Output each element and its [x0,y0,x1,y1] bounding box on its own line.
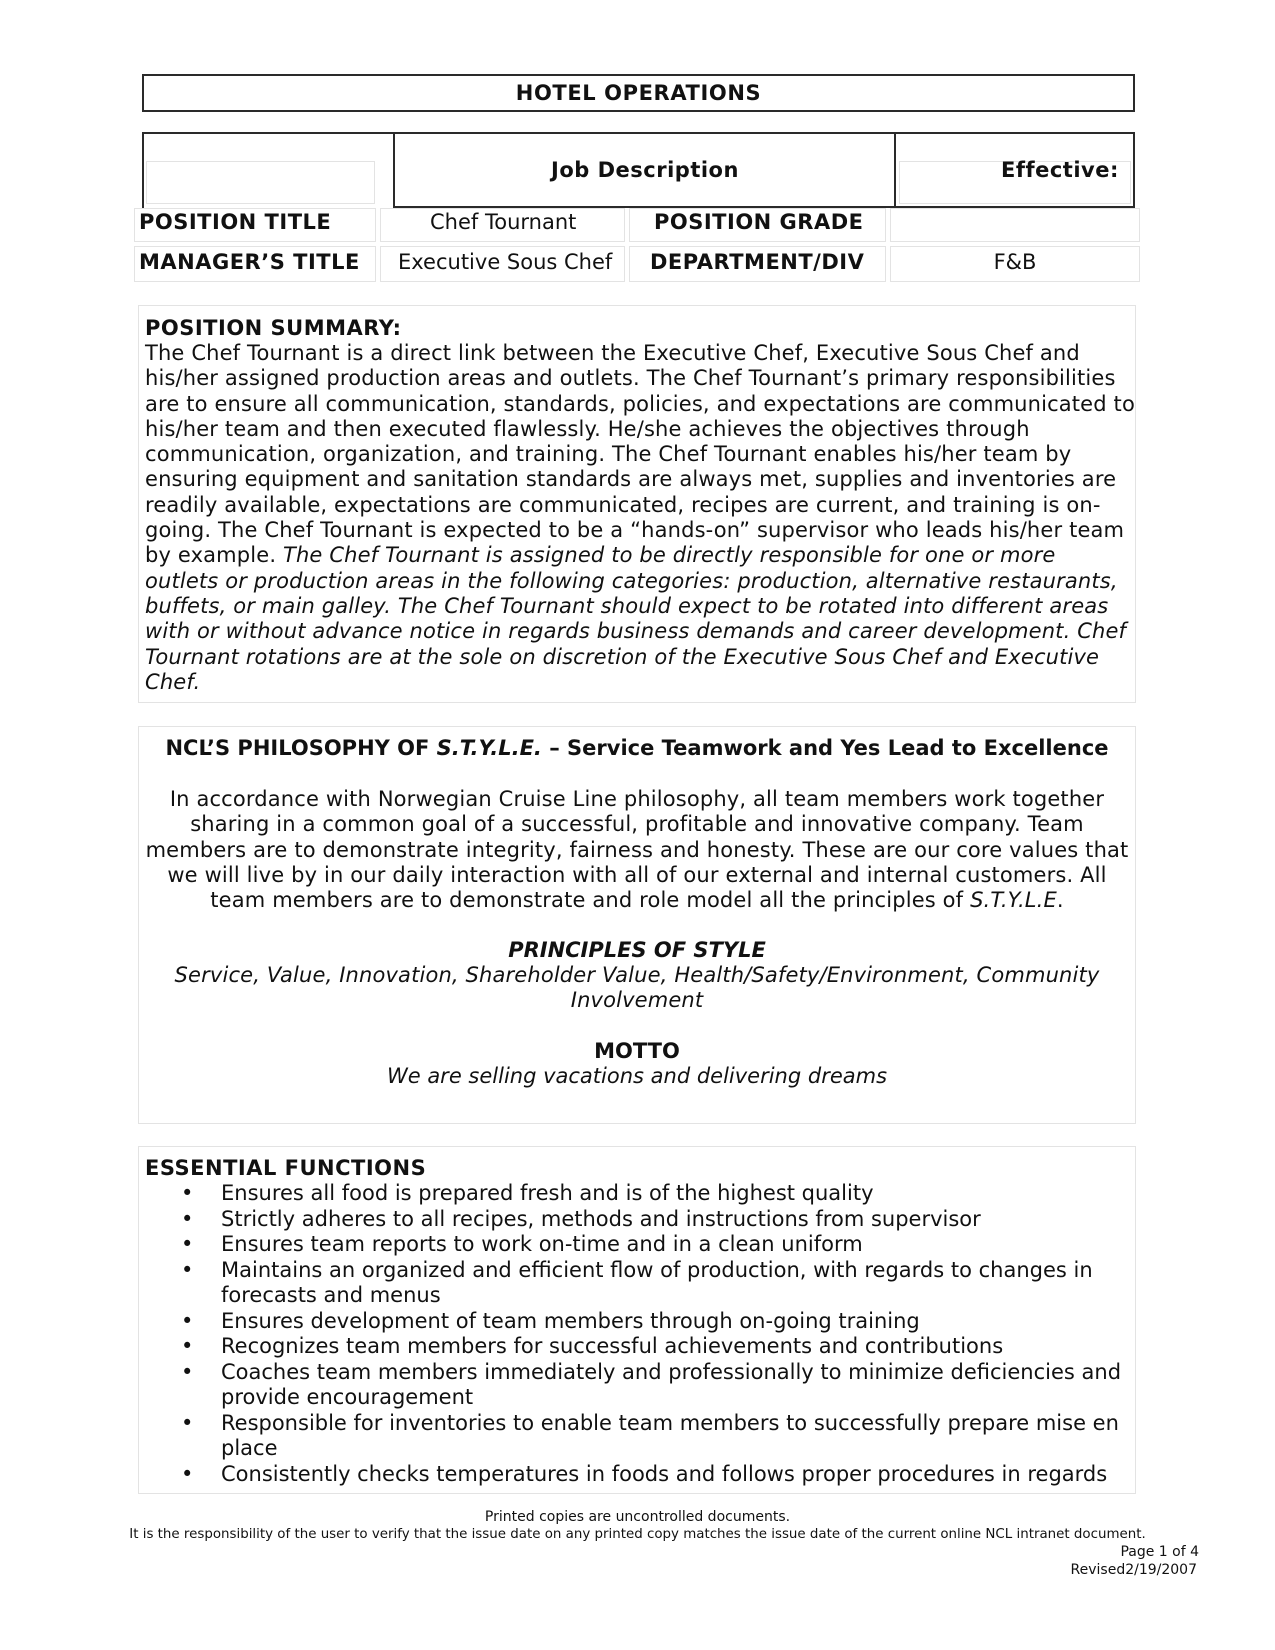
position-grade-label: POSITION GRADE [654,210,864,234]
bullet-icon: • [181,1359,194,1384]
list-item-text: Strictly adheres to all recipes, methods and instructions from supervisor [221,1206,981,1231]
department-label: DEPARTMENT/DIV [650,250,865,274]
motto-heading: MOTTO [594,1039,680,1063]
list-item [145,1232,1125,1258]
philosophy-body [143,787,1131,913]
list-item [145,1258,1125,1309]
bullet-icon: • [181,1257,194,1282]
title-row-divider-1 [393,132,395,208]
list-item [145,1360,1125,1411]
list-item-text: Maintains an organized and efficient flow of production, with regards to changes in forecasts and menus [221,1257,1093,1307]
manager-title-label: MANAGER’S TITLE [139,250,360,274]
motto-text: We are selling vacations and delivering dreams [386,1064,888,1088]
list-item-text: Ensures team reports to work on-time and in a clean uniform [221,1232,863,1256]
department-value: F&B [993,250,1037,274]
position-title-label: POSITION TITLE [139,210,332,234]
effective-label: Effective: [1001,158,1119,182]
philosophy-body-text: In accordance with Norwegian Cruise Line philosophy, all team members work together sharing in a common goal of a successful, profitable and innovative company. Team members are to demonstrate integrity, fairness and honesty. These are our core values that we will live by in our daily interaction with all of our external and internal customers. All team members are to demonstrate and role model all the principles of [145,787,1129,913]
essential-functions-list [145,1181,1125,1487]
title-row-divider-2 [894,132,896,208]
bullet-icon: • [181,1181,194,1205]
footer-page-number: Page 1 of 4 [1120,1544,1199,1560]
philosophy-body-end: . [1056,888,1064,913]
bullet-icon: • [181,1206,194,1231]
bullet-icon: • [181,1232,194,1256]
position-summary-italic: The Chef Tournant is assigned to be directly responsible for one or more outlets or production areas in the following categories: production, alternative restaurants, buffets, or main galley. The Chef Tournant should expect to be rotated into different areas with or without advance notice in regards business demands and career development. Chef Tournant rotations are at the sole on discretion of the Executive Sous Chef and Executive Chef. [145,543,1127,694]
header-box [142,74,1135,112]
philosophy-body-style: S.T.Y.L.E [970,888,1057,913]
essential-functions [145,1156,1125,1487]
list-item [145,1181,1125,1207]
job-description-title: Job Description [551,158,739,182]
position-summary [145,316,1135,695]
info-cell [890,208,1140,242]
philosophy-heading-prefix: NCL’S PHILOSOPHY OF [165,736,437,760]
title-row-inner-cell [146,161,375,204]
list-item-text: Recognizes team members for successful achievements and contributions [221,1334,1004,1358]
bullet-icon: • [181,1410,194,1435]
principles-heading: PRINCIPLES OF STYLE [508,938,766,962]
list-item-text: Ensures development of team members through on-going training [221,1308,920,1333]
list-item [145,1309,1125,1335]
list-item [145,1411,1125,1462]
list-item [145,1207,1125,1233]
list-item [145,1334,1125,1360]
principles-text: Service, Value, Innovation, Shareholder Value, Health/Safety/Environment, Community Involvement [174,963,1100,1013]
footer-revised-date: Revised2/19/2007 [1070,1562,1197,1578]
bullet-icon: • [181,1461,194,1486]
list-item-text: Ensures all food is prepared fresh and is of the highest quality [221,1181,874,1205]
list-item-text: Responsible for inventories to enable team members to successfully prepare mise en place [221,1410,1119,1460]
position-summary-text [145,341,1135,695]
footer-responsibility-note: It is the responsibility of the user to verify that the issue date on any printed copy matches the issue date of the current online NCL intranet document. [129,1527,1146,1542]
essential-functions-heading: ESSENTIAL FUNCTIONS [145,1156,427,1180]
document-header-title: HOTEL OPERATIONS [515,81,762,105]
bullet-icon: • [181,1334,194,1358]
position-title-value: Chef Tournant [430,210,577,234]
list-item-text: Consistently checks temperatures in foods and follows proper procedures in regards [221,1461,1108,1486]
philosophy-heading-style: S.T.Y.L.E. [436,736,542,760]
philosophy-heading-suffix: – Service Teamwork and Yes Lead to Excellence [541,736,1109,760]
position-summary-heading: POSITION SUMMARY: [145,316,402,340]
footer-uncontrolled-note: Printed copies are uncontrolled documents. [484,1509,791,1525]
manager-title-value: Executive Sous Chef [398,250,613,274]
list-item [145,1462,1125,1488]
list-item-text: Coaches team members immediately and professionally to minimize deficiencies and provide encouragement [221,1359,1122,1409]
position-summary-body: The Chef Tournant is a direct link between the Executive Chef, Executive Sous Chef and his/her assigned production areas and outlets. The Chef Tournant’s primary responsibilities are to ensure all communication, standards, policies, and expectations are communicated to his/her team and then executed flawlessly. He/she achieves the objectives through communication, organization, and training. The Chef Tournant enables his/her team by ensuring equipment and sanitation standards are always met, supplies and inventories are readily available, expectations are communicated, recipes are current, and training is on-going. The Chef Tournant is expected to be a “hands-on” supervisor who leads his/her team by example. [145,341,1135,568]
bullet-icon: • [181,1308,194,1333]
philosophy-heading [140,736,1134,761]
